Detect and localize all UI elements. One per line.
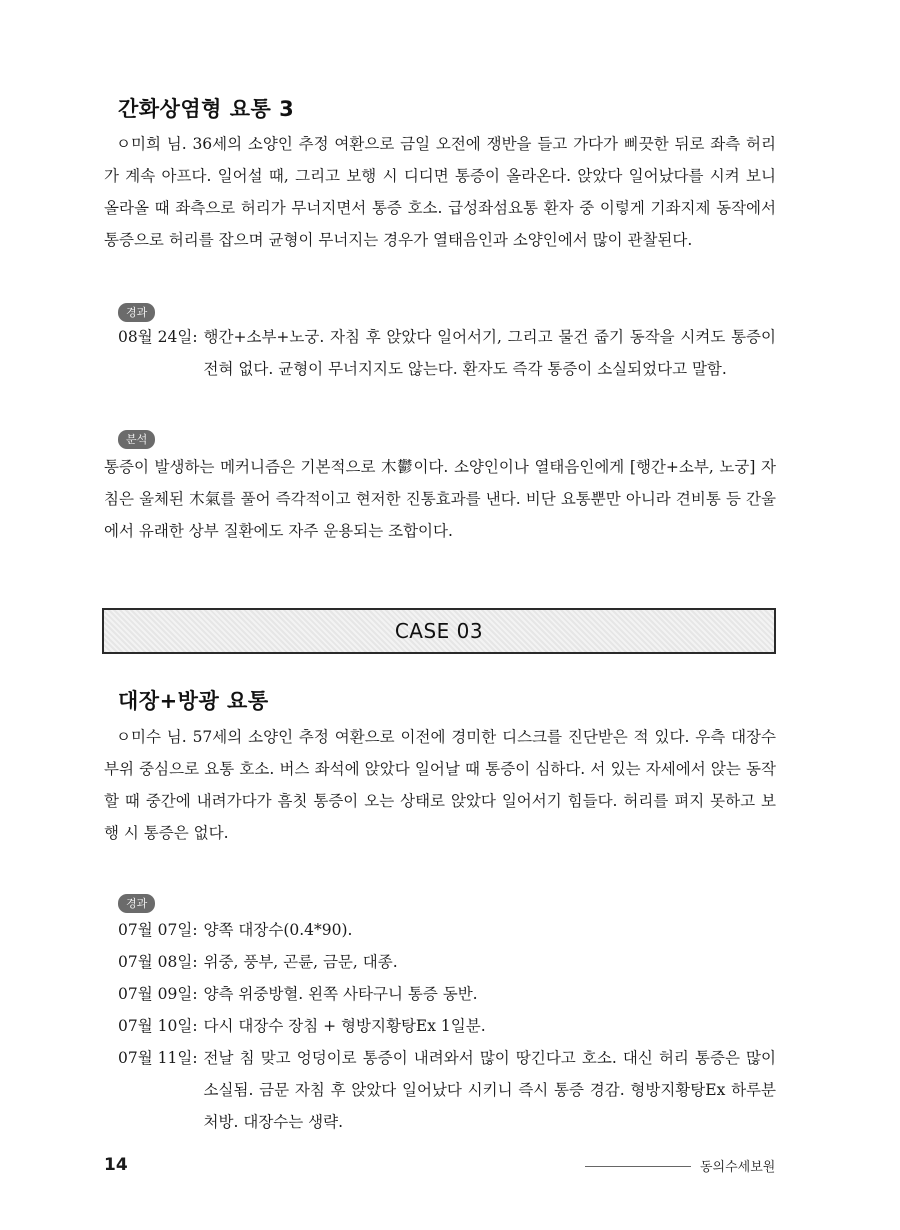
- case-intro-2: [104, 721, 776, 849]
- section-title-2: 대장+방광 요통: [118, 689, 269, 713]
- analysis-tag: [118, 428, 155, 449]
- progress-tag-2: [118, 892, 155, 913]
- case-intro-1: [104, 128, 776, 256]
- case-banner: [102, 608, 776, 654]
- progress-entry: [118, 946, 776, 978]
- entry-date: 07월 11일:: [118, 1049, 198, 1067]
- progress-entries-2: [118, 914, 776, 1138]
- case-intro-1-text: ㅇ미희 님. 36세의 소양인 추정 여환으로 금일 오전에 쟁반을 들고 가다가 삐끗한 뒤로 좌측 허리가 계속 아프다. 일어설 때, 그리고 보행 시 디디면 통증이 올라온다. 앉았다 일어났다를 시켜 보니 올라올 때 좌측으로 허리가 무너지면서 통증 호소. 급성좌섬요통 환자 중 이렇게 기좌지제 동작에서 통증으로 허리를 잡으며 균형이 무너지는 경우가 열태음인과 소양인에서 많이 관찰된다.: [104, 135, 776, 249]
- entry-text: 전날 침 맞고 엉덩이로 통증이 내려와서 많이 땅긴다고 호소. 대신 허리 통증은 많이 소실됨. 금문 자침 후 앉았다 일어났다 시키니 즉시 통증 경감. 형방지황탕Ex 하루분 처방. 대장수는 생략.: [203, 1049, 776, 1131]
- entry-text: 양측 위중방혈. 왼쪽 사타구니 통증 동반.: [203, 985, 478, 1003]
- progress-entry: [118, 1010, 776, 1042]
- entry-date: 08월 24일:: [118, 328, 198, 346]
- case-banner-label: CASE 03: [394, 619, 484, 643]
- case-intro-2-text: ㅇ미수 님. 57세의 소양인 추정 여환으로 이전에 경미한 디스크를 진단받은 적 있다. 우측 대장수 부위 중심으로 요통 호소. 버스 좌석에 앉았다 일어날 때 통증이 심하다. 서 있는 자세에서 앉는 동작할 때 중간에 내려가다가 흠칫 통증이 오는 상태로 앉았다 일어서기 힘들다. 허리를 펴지 못하고 보행 시 통증은 없다.: [104, 728, 776, 842]
- entry-date: 07월 09일:: [118, 985, 198, 1003]
- analysis-text: 통증이 발생하는 메커니즘은 기본적으로 木鬱이다. 소양인이나 열태음인에게 [행간+소부, 노궁] 자침은 울체된 木氣를 풀어 즉각적이고 현저한 진통효과를 낸다. 비단 요통뿐만 아니라 견비통 등 간울에서 유래한 상부 질환에도 자주 운용되는 조합이다.: [104, 458, 776, 540]
- progress-tag-1-label: 경과: [118, 303, 155, 322]
- progress-entry: [118, 1042, 776, 1138]
- book-title: 동의수세보원: [700, 1160, 776, 1175]
- entry-text: 다시 대장수 장침 + 형방지황탕Ex 1일분.: [203, 1017, 486, 1035]
- entry-text: 위중, 풍부, 곤륜, 금문, 대종.: [203, 953, 398, 971]
- progress-entries-1: [118, 321, 776, 385]
- entry-text: 행간+소부+노궁. 자침 후 앉았다 일어서기, 그리고 물건 줍기 동작을 시켜도 통증이 전혀 없다. 균형이 무너지지도 않는다. 환자도 즉각 통증이 소실되었다고 말함.: [203, 328, 776, 378]
- entry-text: 양쪽 대장수(0.4*90).: [203, 921, 353, 939]
- progress-tag-2-label: 경과: [118, 894, 155, 913]
- section-title-1: 간화상염형 요통 3: [118, 97, 295, 121]
- footer-rule: [585, 1166, 691, 1167]
- page-number: 14: [104, 1155, 128, 1175]
- progress-tag-1: [118, 301, 155, 322]
- progress-entry: [118, 321, 776, 385]
- analysis-tag-label: 분석: [118, 430, 155, 449]
- progress-entry: [118, 914, 776, 946]
- progress-entry: [118, 978, 776, 1010]
- entry-date: 07월 07일:: [118, 921, 198, 939]
- entry-date: 07월 10일:: [118, 1017, 198, 1035]
- entry-date: 07월 08일:: [118, 953, 198, 971]
